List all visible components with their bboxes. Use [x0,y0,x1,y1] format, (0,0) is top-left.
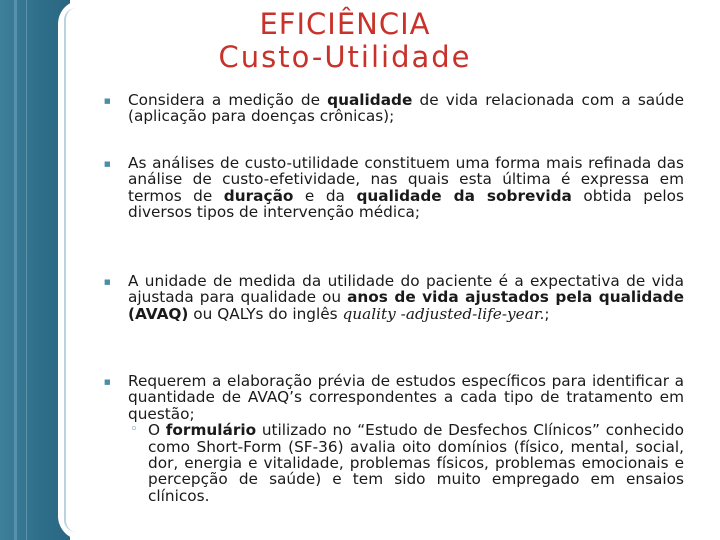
square-bullet-icon: ■ [104,378,111,386]
bullet-text [128,273,684,322]
square-bullet-icon: ■ [104,278,111,286]
bold-text: formulário [165,421,257,440]
bullet-text [128,373,684,422]
sidebar-stripe-thin [26,0,27,540]
bold-text: anos de vida ajustados pela qualidade (AVAQ) [128,288,684,323]
title-line-2: Custo-Utilidade [218,40,472,74]
text-segment: e da [293,186,357,205]
bullet-3 [104,273,684,322]
text-segment: de vida relacionada com a saúde (aplicação para doenças crônicas); [128,91,684,126]
italic-text: quality -adjusted-life-year. [342,304,545,323]
panel-edge-line [64,8,76,532]
text-segment: ; [544,304,550,323]
bullet-text [128,155,684,221]
bullet-text [128,92,684,125]
text-segment: ou QALYs do inglês [188,304,343,323]
sidebar-stripe [14,0,17,540]
bullet-2 [104,155,684,221]
text-segment: Considera a medição de [128,91,328,109]
title-line-1: EFICIÊNCIA [259,7,431,41]
square-bullet-icon: ■ [104,160,111,168]
slide-title [110,8,580,74]
sub-bullet-text [148,422,684,504]
bold-text: duração [223,186,294,205]
text-segment: O [148,421,166,440]
square-bullet-icon: ■ [104,97,111,105]
bold-text: qualidade da sobrevida [356,186,572,205]
circle-bullet-icon: ◦ [130,422,138,438]
text-segment: A unidade de medida da utilidade do paciente é a expectativa de vida ajustada para qualidade ou [128,272,684,307]
text-segment: As análises de custo-utilidade constituem uma forma mais refinada das análise de custo-efetividade, nas quais esta última é expressa em termos de [128,154,684,205]
text-segment: Requerem a elaboração prévia de estudos específicos para identificar a quantidade de AVAQ’s correspondentes a cada tipo de tratamento em questão; [128,372,684,423]
bullet-4 [104,373,684,504]
bullet-1 [104,92,684,125]
bold-text: qualidade [327,91,413,109]
text-segment: utilizado no “Estudo de Desfechos Clínicos” conhecido como Short-Form (SF-36) avalia oito domínios (físico, mental, social, dor, energia e vitalidade, problemas físicos, problemas emocionais e percepção de saúde) e tem sido muito empregado em ensaios clínicos. [148,421,684,505]
text-segment: obtida pelos diversos tipos de intervenção médica; [128,186,684,222]
sub-bullet [128,422,684,504]
